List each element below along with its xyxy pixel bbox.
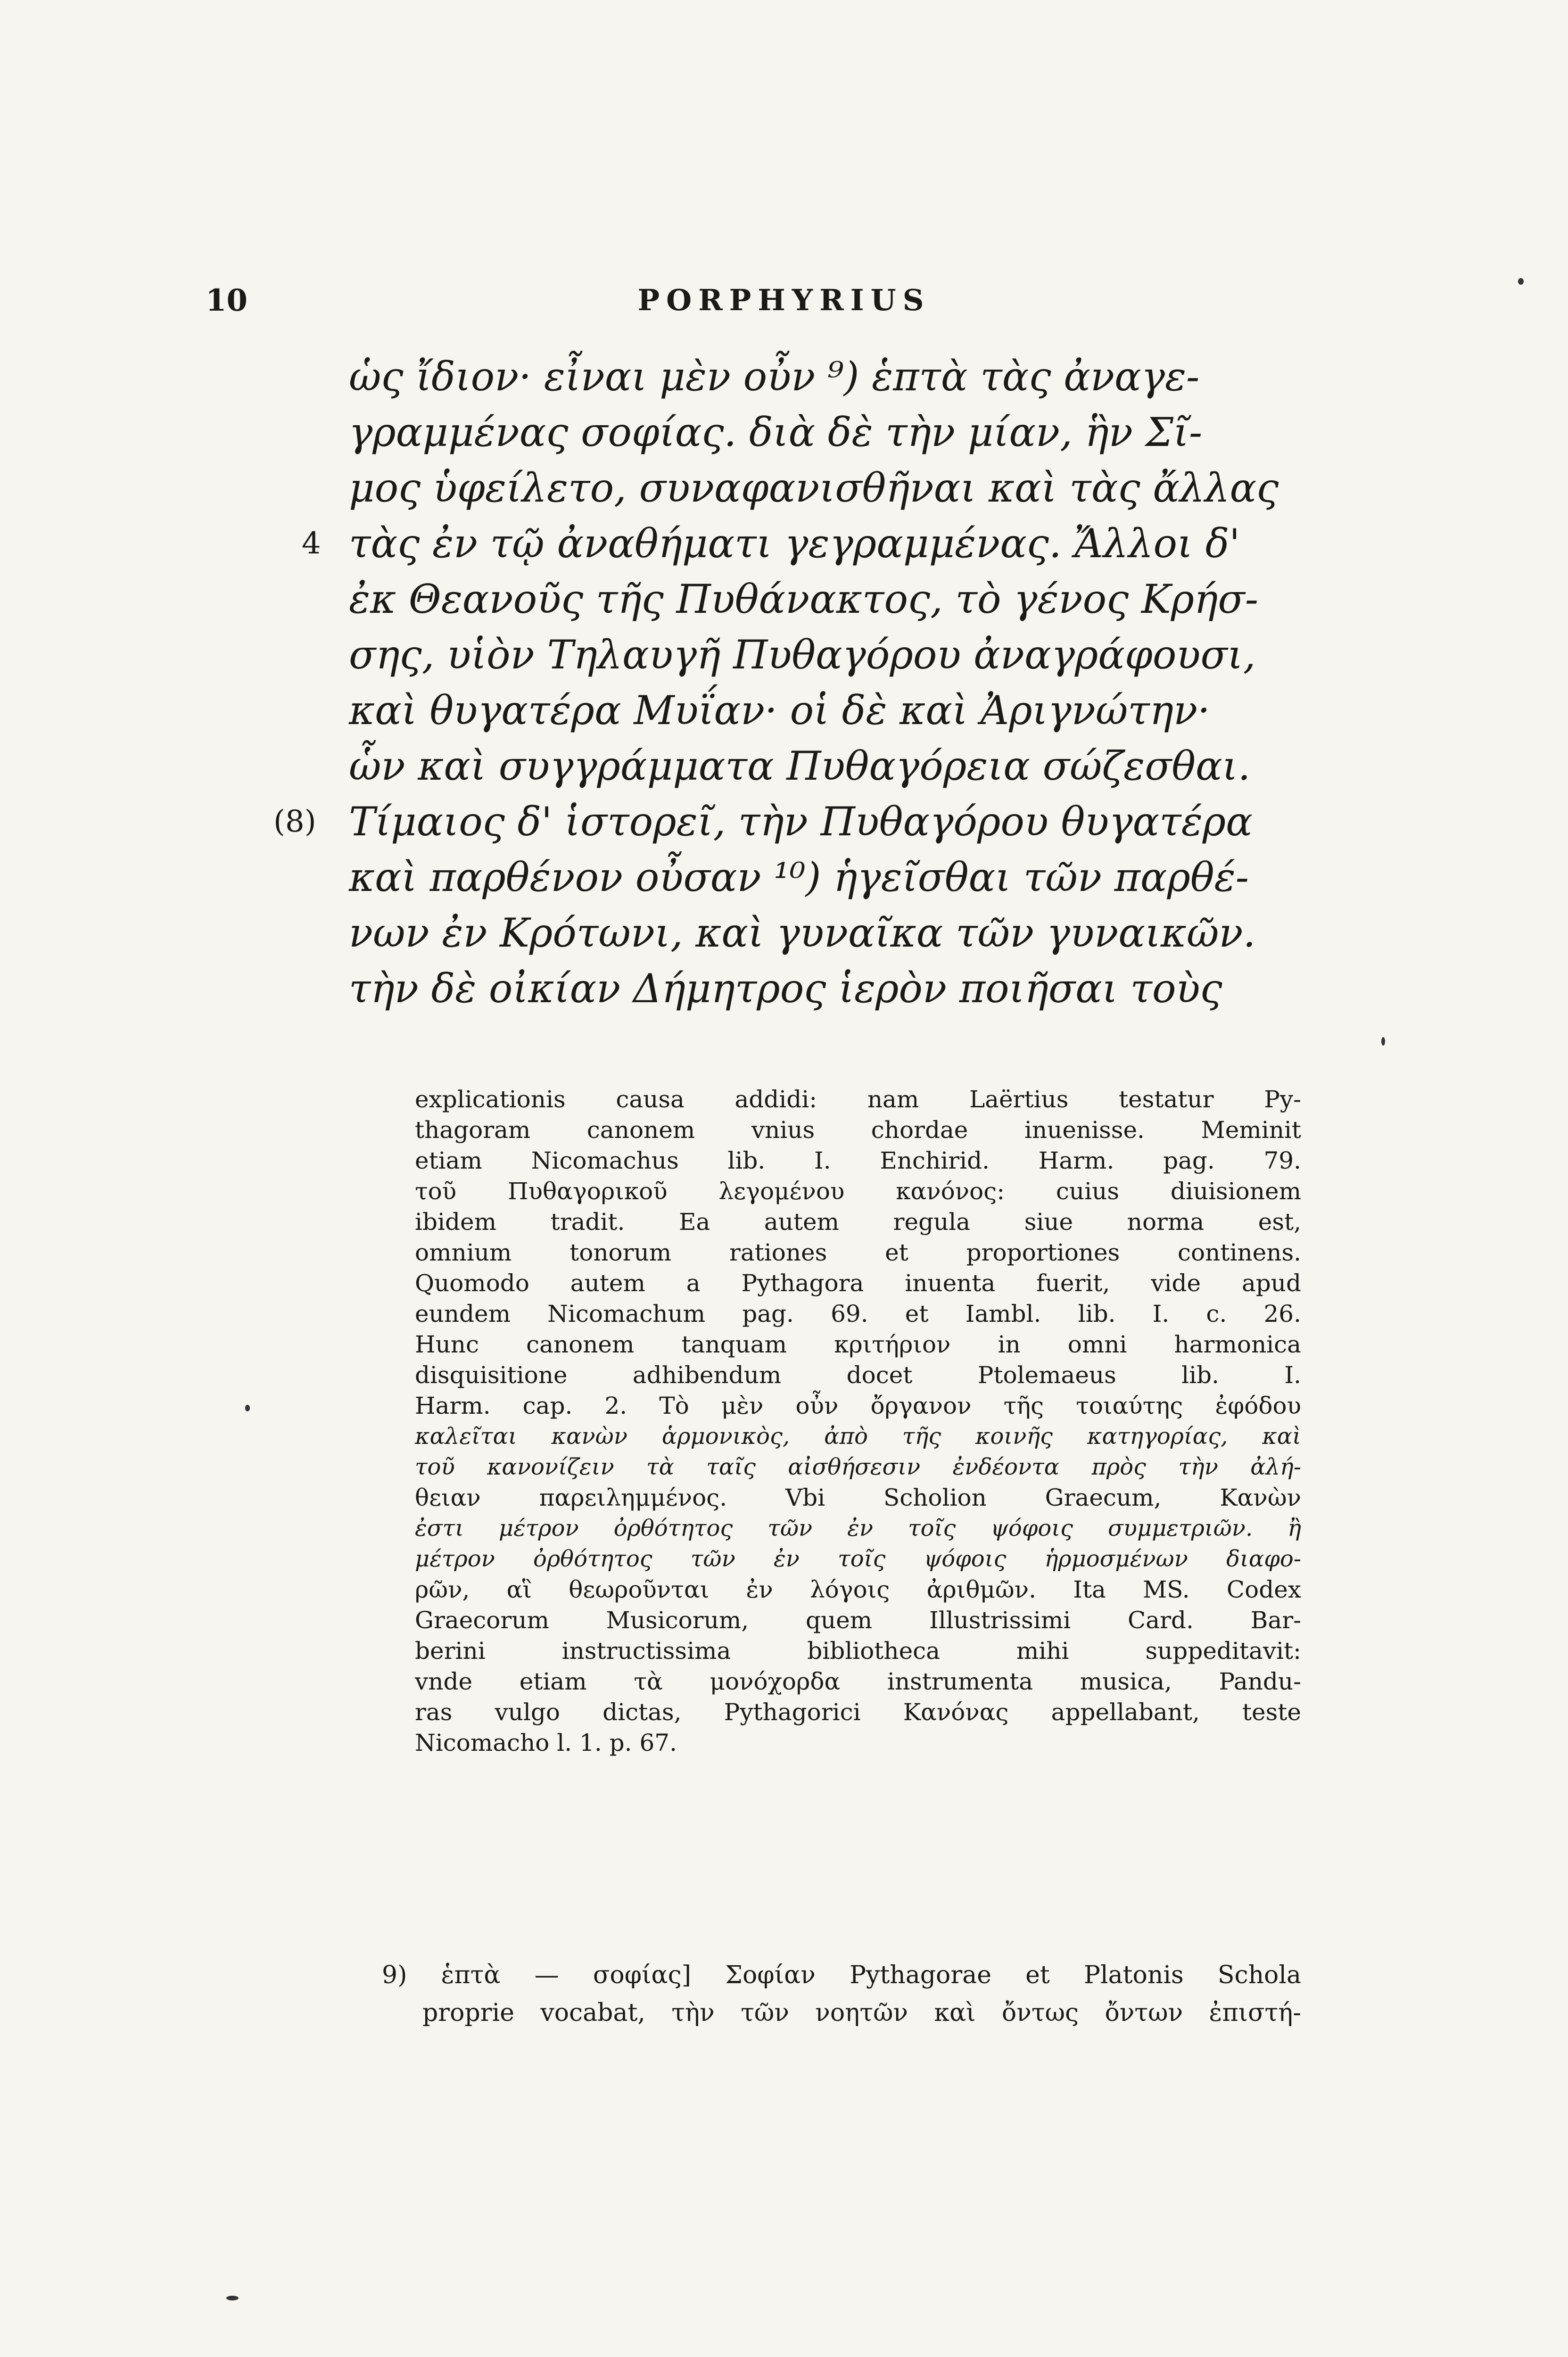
- note-line: ras vulgo dictas, Pythagorici Κανόνας appellabant, teste: [415, 1698, 1301, 1726]
- running-head: PORPHYRIUS: [637, 283, 931, 317]
- text-line-section-8: [273, 794, 1292, 849]
- text-line: γραμμένας σοφίας. διὰ δὲ τὴν μίαν, ἣν Σῖ-: [349, 409, 1203, 455]
- note-line: vnde etiam τὰ μονόχορδα instrumenta musica, Pandu-: [415, 1668, 1301, 1695]
- footnote-9: [382, 1956, 1301, 2032]
- note-line: Nicomacho l. 1. p. 67.: [415, 1729, 677, 1756]
- note-line: etiam Nicomachus lib. I. Enchirid. Harm. pag. 79.: [415, 1147, 1301, 1174]
- text-line: μος ὑφείλετο, συναφανισθῆναι καὶ τὰς ἄλλας: [349, 465, 1279, 511]
- page-speck: [1518, 278, 1524, 285]
- note-line: ρῶν, αἳ θεωροῦνται ἐν λόγοις ἀριθμῶν. Ita MS. Codex: [415, 1576, 1301, 1603]
- note-line: Hunc canonem tanquam κριτήριον in omni harmonica: [415, 1331, 1301, 1358]
- note-line-greek: ἐστι μέτρον ὀρθότητος τῶν ἐν τοῖς ψόφοις συμμετριῶν. ἢ: [415, 1515, 1301, 1541]
- note-line: berini instructissima bibliotheca mihi suppeditavit:: [415, 1637, 1301, 1665]
- note-line: Graecorum Musicorum, quem Illustrissimi Card. Bar-: [415, 1607, 1301, 1634]
- note-line: eundem Nicomachum pag. 69. et Iambl. lib. I. c. 26.: [415, 1300, 1301, 1327]
- text-line: καὶ παρθένον οὖσαν ¹⁰) ἡγεῖσθαι τῶν παρθέ-: [349, 854, 1249, 900]
- section-marker: (8): [273, 804, 316, 839]
- text-line: τὴν δὲ οἰκίαν Δήμητρος ἱερὸν ποιῆσαι τοὺς: [349, 965, 1222, 1012]
- text-line: ἐκ Θεανοῦς τῆς Πυθάνακτος, τὸ γένος Κρήσ-: [349, 576, 1259, 622]
- text-line-content: τὰς ἐν τῷ ἀναθήματι γεγραμμένας. Ἄλλοι δ': [349, 520, 1240, 567]
- note-line: disquisitione adhibendum docet Ptolemaeus lib. I.: [415, 1361, 1301, 1389]
- note-line: explicationis causa addidi: nam Laërtius testatur Py-: [415, 1086, 1301, 1113]
- note-line-greek: μέτρον ὀρθότητος τῶν ἐν τοῖς ψόφοις ἡρμοσμένων διαφο-: [415, 1546, 1301, 1572]
- main-greek-text: [273, 349, 1292, 1016]
- note-line: Harm. cap. 2. Τὸ μὲν οὖν ὄργανον τῆς τοιαύτης ἐφόδου: [415, 1392, 1301, 1419]
- text-line-4: [302, 516, 1292, 571]
- note9-line: proprie vocabat, τὴν τῶν νοητῶν καὶ ὄντως ὄντων ἐπιστή-: [422, 1999, 1301, 2027]
- note-line: omnium tonorum rationes et proportiones continens.: [415, 1239, 1301, 1266]
- note-line: τοῦ Πυθαγορικοῦ λεγομένου κανόνος: cuius diuisionem: [415, 1178, 1301, 1205]
- page-speck: [245, 1405, 250, 1411]
- note-line: Quomodo autem a Pythagora inuenta fuerit, vide apud: [415, 1269, 1301, 1297]
- text-line: σης, υἱὸν Τηλαυγῆ Πυθαγόρου ἀναγράφουσι,: [349, 632, 1256, 678]
- text-line: ὡς ἴδιον· εἶναι μὲν οὖν ⁹) ἑπτὰ τὰς ἀναγε-: [349, 354, 1200, 400]
- note-line: θειαν παρειλημμένος. Vbi Scholion Graecum, Κανὼν: [415, 1484, 1301, 1511]
- note-line-greek: τοῦ κανονίζειν τὰ ταῖς αἰσθήσεσιν ἐνδέοντα πρὸς τὴν ἀλή-: [415, 1454, 1301, 1480]
- note9-line: [382, 1956, 1301, 1994]
- text-line-content: Τίμαιος δ' ἱστορεῖ, τὴν Πυθαγόρου θυγατέρα: [349, 799, 1253, 845]
- page-speck: [1381, 1037, 1385, 1046]
- note-line-greek: καλεῖται κανὼν ἁρμονικὸς, ἀπὸ τῆς κοινῆς κατηγορίας, καὶ: [415, 1423, 1301, 1450]
- note-line: thagoram canonem vnius chordae inuenisse. Meminit: [415, 1116, 1301, 1144]
- page-header: [0, 283, 1568, 325]
- note-line: ibidem tradit. Ea autem regula siue norma est,: [415, 1208, 1301, 1236]
- margin-line-number: 4: [302, 526, 321, 561]
- page-speck: [226, 2296, 239, 2300]
- text-line: καὶ θυγατέρα Μυΐαν· οἱ δὲ καὶ Ἀριγνώτην·: [349, 687, 1210, 733]
- text-line: ὧν καὶ συγγράμματα Πυθαγόρεια σώζεσθαι.: [349, 743, 1251, 789]
- text-line: νων ἐν Κρότωνι, καὶ γυναῖκα τῶν γυναικῶν.: [349, 910, 1256, 956]
- note9-text: ἑπτὰ — σοφίας] Σοφίαν Pythagorae et Platonis Schola: [441, 1961, 1301, 1989]
- footnote-label: 9): [382, 1961, 407, 1989]
- footnote-continuation: [415, 1084, 1301, 1758]
- page-number: 10: [206, 283, 248, 318]
